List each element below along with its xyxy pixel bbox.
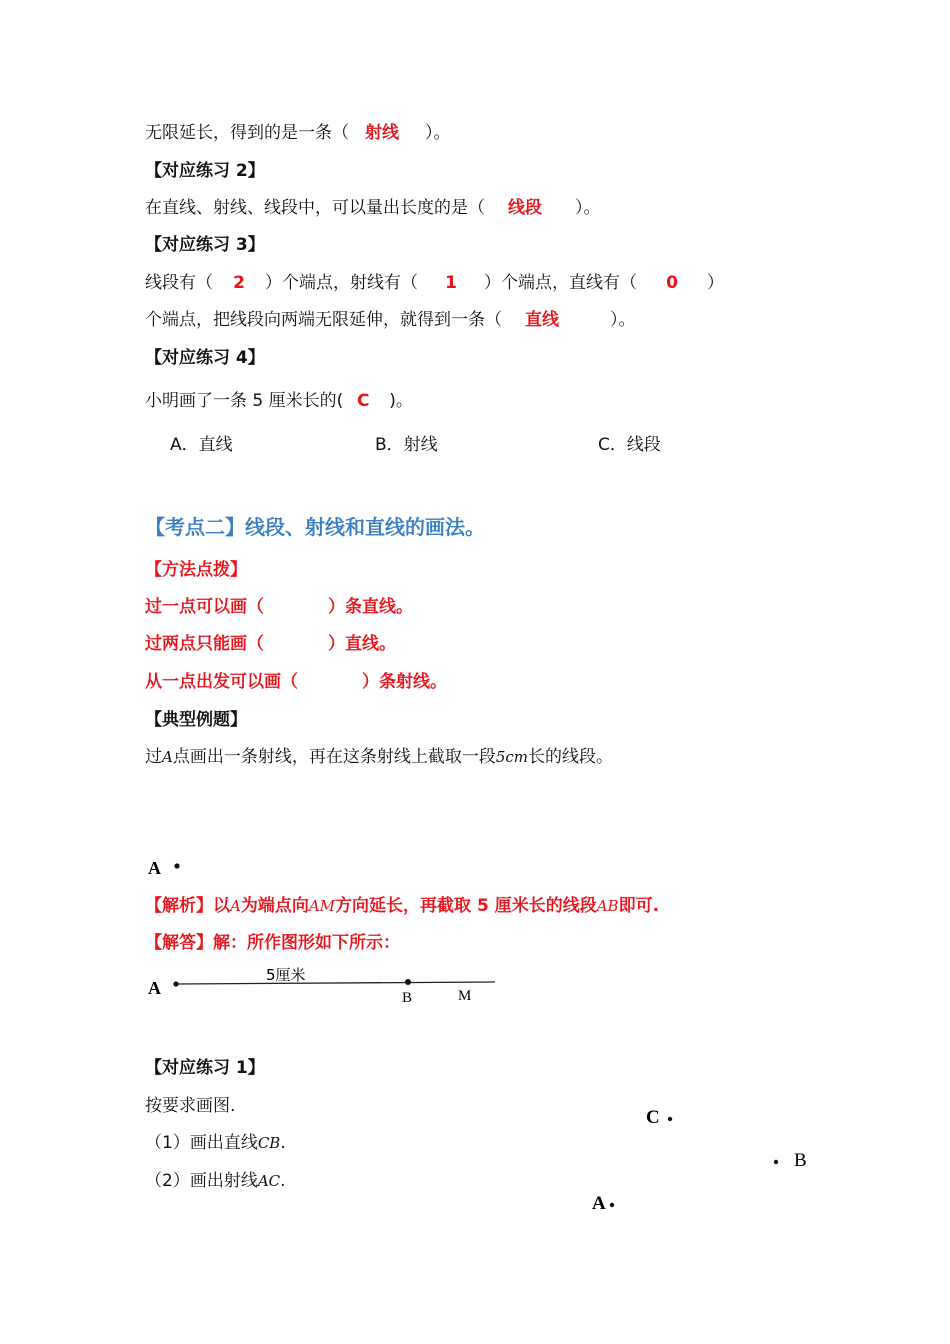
text: （2）画出射线 [145, 1171, 258, 1191]
point-c-dot [668, 1117, 672, 1121]
section-heading: 【考点二】线段、射线和直线的画法。 [145, 515, 485, 539]
text: 过两点只能画（ [145, 634, 264, 654]
math-var: AM [308, 897, 336, 915]
text: ）。 [610, 310, 636, 330]
line-measure-blank [145, 197, 601, 219]
text: （1）画出直线 [145, 1133, 258, 1153]
point-dot [174, 863, 179, 868]
method-item-2 [145, 633, 396, 655]
line-endpoints-blank [145, 272, 724, 294]
answer: 射线 [365, 123, 399, 143]
option-a: A．直线 [170, 435, 233, 455]
method-item-3 [145, 671, 447, 693]
heading-exercise-3: 【对应练习 3】 [145, 235, 265, 255]
option-c: C．线段 [598, 435, 661, 455]
text: ）个端点，射线有（ [265, 273, 418, 293]
answer: 线段 [508, 198, 542, 218]
ray-start-dot [173, 981, 178, 986]
text: 无限延长，得到的是一条（ [145, 123, 349, 143]
option-b: B．射线 [375, 435, 438, 455]
text: ）条射线。 [362, 672, 447, 692]
heading-exercise-4: 【对应练习 4】 [145, 348, 265, 368]
label-a: A [592, 1193, 606, 1214]
text: ）。 [425, 123, 451, 143]
math-var: A [230, 897, 241, 915]
exercise-1-item-2 [145, 1170, 286, 1192]
text: 即可. [618, 896, 660, 916]
line-xiaoming-blank [145, 390, 413, 412]
point-a-dot [610, 1203, 614, 1207]
answer: 2 [233, 273, 245, 293]
math-var: A [162, 748, 173, 766]
text: 【解析】 [145, 896, 213, 916]
answer: 1 [445, 273, 457, 293]
exercise-1-question: 按要求画图. [145, 1096, 236, 1116]
text: 点画出一条射线，再在这条射线上截取一段 [172, 747, 496, 767]
text: 为端点向 [240, 896, 309, 916]
text: 在直线、射线、线段中，可以量出长度的是（ [145, 198, 485, 218]
answer: 0 [666, 273, 678, 293]
example-heading: 【典型例题】 [145, 710, 247, 730]
label-b: B [794, 1150, 807, 1171]
text: 从一点出发可以画（ [145, 672, 298, 692]
text: 个端点，把线段向两端无限延伸，就得到一条（ [145, 310, 502, 330]
method-item-1 [145, 596, 413, 618]
label-b: B [402, 990, 413, 1006]
text: 【解答】 [145, 933, 213, 953]
text: 过 [145, 747, 162, 767]
text: ）个端点，直线有（ [484, 273, 637, 293]
math-var: AB [596, 897, 619, 915]
line-extend-blank [145, 309, 636, 331]
text: . [280, 1133, 286, 1153]
analysis [145, 895, 659, 917]
text: 过一点可以画（ [145, 597, 264, 617]
point-b-dot [774, 1160, 778, 1164]
label-length: 5厘米 [266, 966, 306, 984]
text: )。 [389, 391, 413, 411]
math-var: CB [257, 1134, 281, 1152]
heading-exercise-1: 【对应练习 1】 [145, 1058, 265, 1078]
points-figure [580, 1095, 820, 1225]
point-label: A [148, 858, 161, 878]
answer: 直线 [525, 310, 559, 330]
answer [145, 932, 400, 954]
text: ）条直线。 [328, 597, 413, 617]
point-b-dot [405, 979, 411, 985]
line-ray-blank [145, 122, 451, 144]
text: . [280, 1171, 286, 1191]
method-heading: 【方法点拨】 [145, 560, 247, 580]
label-m: M [458, 988, 472, 1004]
text: 解：所作图形如下所示： [213, 933, 400, 953]
text: 方向延长，再截取 5 厘米长的线段 [335, 896, 597, 916]
example-question [145, 746, 613, 768]
text: 线段有（ [145, 273, 213, 293]
ray-figure [140, 960, 510, 1010]
exercise-1-item-1 [145, 1132, 286, 1154]
point-a-figure [140, 850, 200, 880]
answer: C [357, 391, 370, 411]
heading-exercise-2: 【对应练习 2】 [145, 161, 265, 181]
label-a: A [148, 978, 161, 998]
text: ） [707, 273, 724, 293]
text: ）。 [575, 198, 601, 218]
text: 小明画了一条 5 厘米长的( [145, 391, 344, 411]
math-var: 5cm [495, 748, 529, 766]
ray-line [176, 982, 495, 984]
text: 以 [213, 896, 230, 916]
label-c: C [646, 1107, 660, 1128]
text: ）直线。 [328, 634, 396, 654]
text: 长的线段。 [528, 747, 614, 767]
math-var: AC [257, 1172, 281, 1190]
